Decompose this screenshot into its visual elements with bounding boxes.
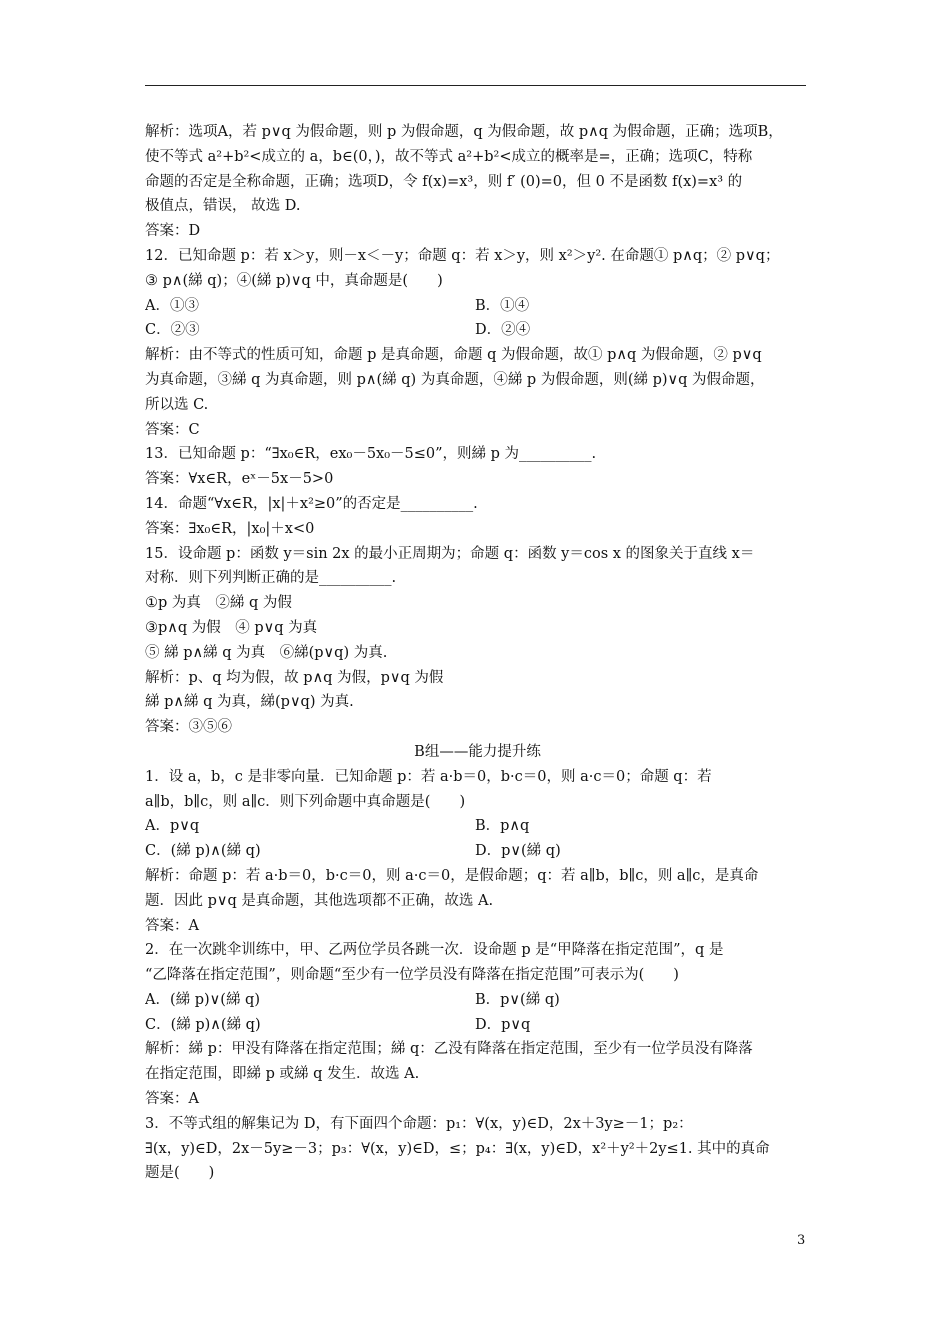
- text-line: ③p∧q 为假 ④ p∨q 为真: [145, 619, 318, 636]
- question-14: 14．命题“∀x∈R，|x|＋x²≥0”的否定是__________.: [145, 495, 478, 512]
- options-row: [145, 839, 810, 864]
- answer-line: 答案：C: [145, 421, 200, 438]
- question-15: 15．设命题 p：函数 y＝sin 2x 的最小正周期为；命题 q：函数 y＝cos x 的图象关于直线 x＝: [145, 545, 755, 562]
- answer-line: 答案：③⑤⑥: [145, 719, 232, 736]
- question-12: 12．已知命题 p：若 x＞y，则－x＜－y；命题 q：若 x＞y，则 x²＞y². 在命题① p∧q；② p∨q；: [145, 247, 780, 264]
- option-d: D．p∨q: [475, 1016, 531, 1033]
- page-number: 3: [797, 1233, 806, 1248]
- question-b2: 2．在一次跳伞训练中，甲、乙两位学员各跳一次．设命题 p 是“甲降落在指定范围”，q 是: [145, 942, 724, 959]
- text-line: 对称．则下列判断正确的是__________.: [145, 570, 397, 587]
- question-b3: 3．不等式组的解集记为 D，有下面四个命题：p₁：∀(x，y)∈D，2x＋3y≥－1；p₂：: [145, 1115, 693, 1132]
- option-c: C．(綈 p)∧(綈 q): [145, 843, 261, 860]
- text-line: 解析：选项A，若 p∨q 为假命题，则 p 为假命题，q 为假命题，故 p∧q 为假命题，正确；选项B，: [145, 124, 783, 140]
- option-b: B．p∨(綈 q): [475, 991, 560, 1008]
- answer-line: 答案：∀x∈R，eˣ－5x－5>0: [145, 471, 334, 488]
- text-line: 解析：p、q 均为假，故 p∧q 为假，p∨q 为假: [145, 669, 444, 686]
- option-d: D．p∨(綈 q): [475, 843, 561, 860]
- options-row: [145, 814, 810, 839]
- header-rule: [145, 85, 806, 86]
- text-line: 极值点，错误， 故选 D.: [145, 198, 301, 215]
- options-row: [145, 988, 810, 1013]
- option-b: B．①④: [475, 297, 530, 314]
- text-line: 解析：綈 p：甲没有降落在指定范围；綈 q：乙没有降落在指定范围，至少有一位学员没有降落: [145, 1041, 753, 1058]
- text-line: 使不等式 a²+b²<成立的 a，b∈(0，)，故不等式 a²+b²<成立的概率是=，正确；选项C，特称: [145, 148, 753, 165]
- text-line: a∥b，b∥c，则 a∥c．则下列命题中真命题是( ): [145, 793, 466, 810]
- text-line: 所以选 C.: [145, 396, 209, 413]
- option-a: A．①③: [145, 297, 199, 314]
- option-d: D．②④: [475, 322, 531, 339]
- option-b: B．p∧q: [475, 818, 530, 835]
- text-line: 綈 p∧綈 q 为真，綈(p∨q) 为真.: [145, 694, 354, 711]
- text-line: 命题的否定是全称命题，正确；选项D，令 f(x)=x³，则 f′ (0)=0，但 0 不是函数 f(x)=x³ 的: [145, 173, 743, 190]
- answer-line: 答案：A: [145, 1091, 199, 1108]
- text-line: 在指定范围，即綈 p 或綈 q 发生．故选 A.: [145, 1066, 420, 1083]
- document-body: [145, 120, 810, 1186]
- option-a: A．p∨q: [145, 818, 200, 835]
- answer-line: 答案：A: [145, 917, 199, 934]
- text-line: 题是( ): [145, 1165, 215, 1182]
- text-line: ⑤ 綈 p∧綈 q 为真 ⑥綈(p∨q) 为真.: [145, 644, 388, 661]
- question-b1: 1．设 a，b，c 是非零向量．已知命题 p：若 a·b＝0，b·c＝0，则 a·c＝0；命题 q：若: [145, 768, 712, 785]
- options-row: [145, 294, 810, 319]
- options-row: [145, 318, 810, 343]
- options-row: [145, 1013, 810, 1038]
- text-line: ③ p∧(綈 q)；④(綈 p)∨q 中，真命题是( ): [145, 272, 443, 289]
- option-c: C．②③: [145, 322, 200, 339]
- answer-line: 答案：D: [145, 223, 201, 240]
- text-line: 题．因此 p∨q 是真命题，其他选项都不正确，故选 A.: [145, 892, 494, 909]
- option-c: C．(綈 p)∧(綈 q): [145, 1016, 261, 1033]
- text-line: 解析：由不等式的性质可知，命题 p 是真命题，命题 q 为假命题，故① p∧q 为假命题，② p∨q: [145, 347, 762, 364]
- text-line: ∃(x，y)∈D，2x－5y≥－3；p₃：∀(x，y)∈D，≤；p₄：∃(x，y)∈D，x²＋y²＋2y≤1. 其中的真命: [145, 1140, 770, 1157]
- text-line: ①p 为真 ②綈 q 为假: [145, 595, 292, 612]
- option-a: A．(綈 p)∨(綈 q): [145, 991, 260, 1008]
- text-line: “乙降落在指定范围”，则命题“至少有一位学员没有降落在指定范围”可表示为( ): [145, 967, 679, 984]
- question-13: 13．已知命题 p：“∃x₀∈R，ex₀－5x₀－5≤0”，则綈 p 为__________.: [145, 446, 597, 463]
- answer-line: 答案：∃x₀∈R，|x₀|＋x<0: [145, 520, 315, 537]
- text-line: 为真命题，③綈 q 为真命题，则 p∧(綈 q) 为真命题，④綈 p 为假命题，则(綈 p)∨q 为假命题，: [145, 371, 765, 388]
- text-line: 解析：命题 p：若 a·b＝0，b·c＝0，则 a·c＝0，是假命题；q：若 a∥b，b∥c，则 a∥c，是真命: [145, 867, 759, 884]
- section-title: B组——能力提升练: [414, 743, 541, 760]
